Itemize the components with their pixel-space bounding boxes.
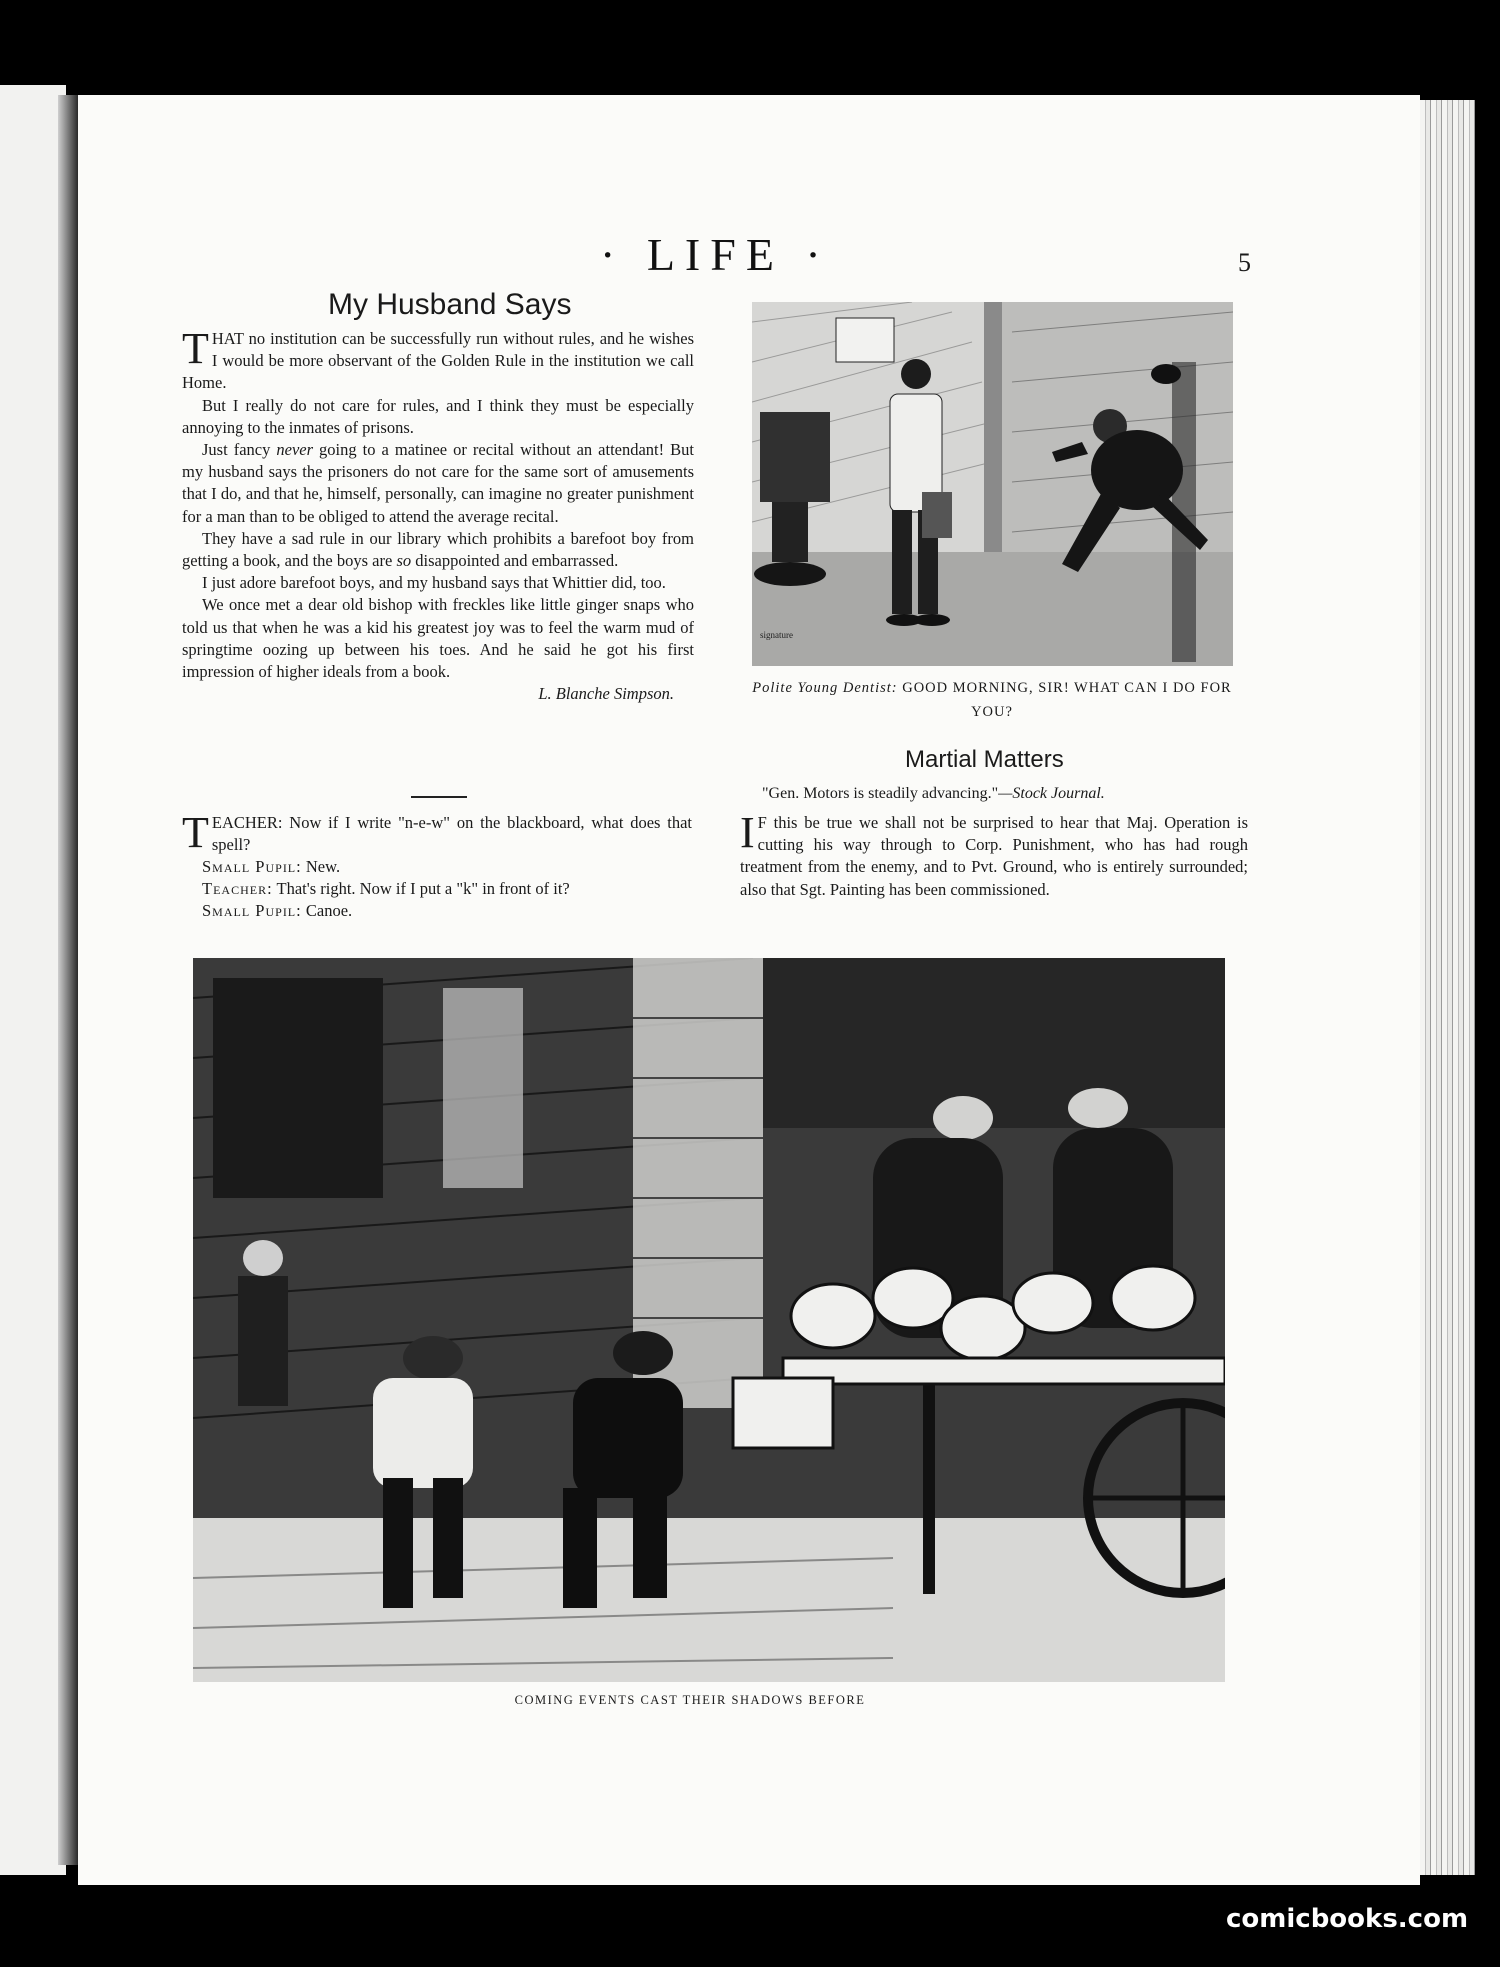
- dropcap: T: [182, 324, 209, 373]
- joke-line: New.: [305, 857, 341, 876]
- svg-text:signature: signature: [760, 630, 793, 640]
- joke-line: EACHER: Now if I write "n-e-w" on the blackboard, what does that spell?: [211, 813, 692, 854]
- previous-page-edge: [0, 85, 66, 1875]
- speaker-label: Teacher:: [202, 879, 273, 898]
- dropcap: I: [740, 808, 755, 857]
- my-husband-says-body: [182, 324, 694, 705]
- joke-line: That's right. Now if I put a "k" in front of it?: [276, 879, 570, 898]
- story-title-my-husband-says: My Husband Says: [328, 288, 572, 321]
- shadows-illustration: [193, 958, 1225, 1682]
- paragraph: They have a sad rule in our library which prohibits a barefoot boy from getting a book, and the boys are so disappointed and embarrassed.: [182, 528, 694, 571]
- paragraph: We once met a dear old bishop with freckles like little ginger snaps who told us that when he was a kid his greatest joy was to feel the warm mud of springtime oozing up between his toes. And he said he got his first impression of higher ideals from a book. L. Blanche Simpson.: [182, 594, 694, 705]
- quote-source: —Stock Journal.: [998, 785, 1105, 802]
- dropcap: T: [182, 808, 209, 857]
- caption-speaker: Polite Young Dentist:: [752, 680, 898, 696]
- paragraph: But I really do not care for rules, and I think they must be especially annoying to the inmates of prisons.: [182, 395, 694, 437]
- martial-matters-body: [740, 808, 1248, 901]
- shadows-caption: COMING EVENTS CAST THEIR SHADOWS BEFORE: [514, 1693, 866, 1707]
- page-stack-edges: [1420, 100, 1475, 1875]
- speaker-label: Small Pupil:: [202, 857, 302, 876]
- watermark: comicbooks.com: [1226, 1904, 1469, 1934]
- paragraph: I just adore barefoot boys, and my husband says that Whittier did, too.: [202, 573, 666, 593]
- speaker-label: Small Pupil:: [202, 901, 302, 920]
- martial-epigraph: "Gen. Motors is steadily advancing."—Stock Journal.: [762, 785, 1105, 802]
- caption-text: GOOD MORNING, SIR! WHAT CAN I DO FOR YOU?: [902, 680, 1232, 720]
- section-divider: [411, 796, 467, 798]
- teacher-joke: [182, 808, 692, 922]
- paragraph: Just fancy never going to a matinee or recital without an attendant! But my husband says the prisoners do not care for the same sort of amusements that I do, and that he, himself, personally, can imagine no greater punishment for a man than to be obliged to attend the average recital.: [182, 440, 694, 526]
- book-gutter: [58, 95, 78, 1865]
- paragraph: F this be true we shall not be surprised to hear that Maj. Operation is cutting his way through to Corp. Punishment, who has had rough treatment from the enemy, and to Pvt. Ground, who is entirely surrounded; also that Sgt. Painting has been commissioned.: [740, 813, 1248, 899]
- joke-line: Canoe.: [305, 901, 353, 920]
- dentist-illustration: [752, 302, 1233, 666]
- story-title-martial-matters: Martial Matters: [905, 746, 1064, 773]
- masthead-title: · LIFE ·: [600, 229, 831, 280]
- dentist-caption: [752, 676, 1232, 724]
- author-signature: L. Blanche Simpson.: [538, 684, 674, 704]
- paragraph: HAT no institution can be successfully run without rules, and he wishes I would be more observant of the Golden Rule in the institution we call Home.: [182, 329, 694, 393]
- page-number: 5: [1238, 248, 1251, 277]
